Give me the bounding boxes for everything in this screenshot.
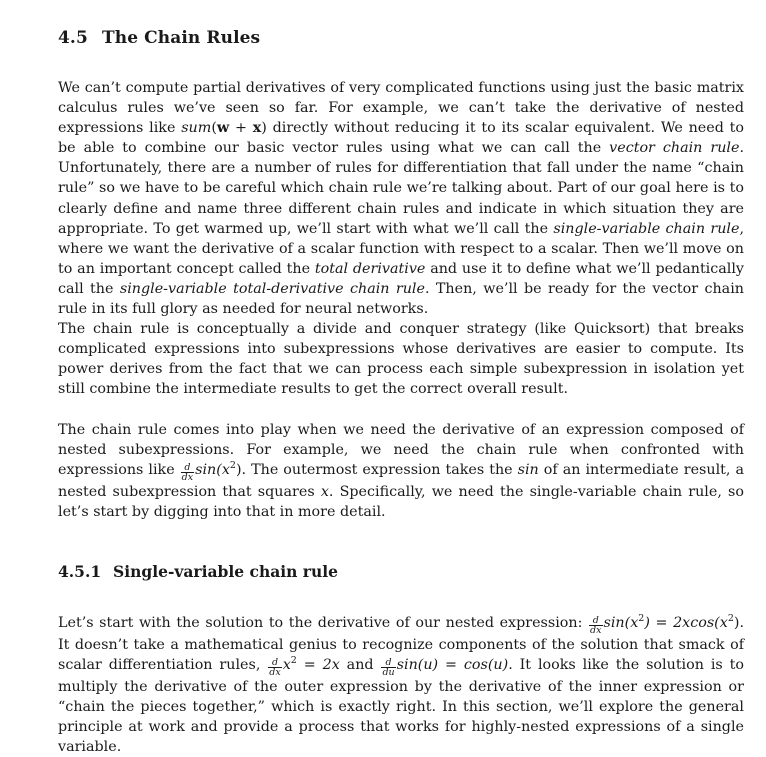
math-expression: sin(x <box>603 615 639 631</box>
math-fraction <box>381 658 395 677</box>
text-run: The chain rule comes into play when we need the derivative of an expression composed of nested subexpressions. For example, we need the chain rule when confronted with expressions like <box>58 422 744 479</box>
text-run: and <box>339 657 381 674</box>
math-paren: ). <box>733 615 744 631</box>
math-paren: ) <box>261 120 267 137</box>
math-variable-x: x <box>320 484 329 501</box>
section-heading <box>58 28 260 48</box>
math-expression: sin(u) = cos(u) <box>396 657 509 674</box>
term-single-variable-chain-rule: single-variable chain rule <box>553 220 740 237</box>
fraction-numerator: d <box>181 463 194 473</box>
math-vector-w: w <box>216 120 230 137</box>
text-run: It doesn’t take a mathematical genius to recognize components of the solution that smack of scalar differentiation rules, <box>58 637 744 674</box>
subsection-title: Single-variable chain rule <box>113 562 338 581</box>
fraction-numerator: d <box>381 658 395 668</box>
text-run: and use it to define what we’ll pedantically call the <box>58 260 745 297</box>
fraction-denominator: du <box>382 667 395 679</box>
section-title: The Chain Rules <box>102 28 261 48</box>
paragraph-solution <box>58 613 744 757</box>
subsection-number: 4.5.1 <box>58 562 102 581</box>
term-total-derivative: total derivative <box>314 260 426 277</box>
text-run: We can’t compute partial derivatives of very complicated functions using just the basic matrix calculus rules we’ve seen so far. For example, we can’t take the derivative of nested expressions like <box>58 80 744 137</box>
text-run: . Then, we’ll be ready for the vector chain rule in its full glory as needed for neural networks. <box>58 280 744 318</box>
paragraph-intro <box>58 78 744 319</box>
section-number: 4.5 <box>58 28 88 48</box>
math-exponent: 2 <box>229 460 236 472</box>
math-exponent: 2 <box>727 613 734 624</box>
math-expression: ) = 2xcos(x <box>644 615 728 631</box>
text-run: , where we want the derivative of a scalar function with respect to a scalar. Then we’ll move on to an important concept called the <box>58 220 744 277</box>
math-fraction <box>268 658 281 677</box>
text-run: of an intermediate result, a nested subexpression that squares <box>58 462 744 501</box>
text-run: . Specifically, we need the single-variable chain rule, so let’s start by digging into that in more detail. <box>58 484 744 521</box>
fraction-denominator: dx <box>181 472 194 484</box>
math-expression: sin(x <box>195 462 230 479</box>
text-run: . Unfortunately, there are a number of rules for differentiation that fall under the name “chain rule” so we have to be careful which chain rule we’re talking about. Part of our goal here is to clearly define and name three different chain rules and indicate in which situation they are appropriate. To get warmed up, we’ll start with what we’ll call the <box>58 140 745 237</box>
math-exponent: 2 <box>638 613 645 624</box>
paragraph-nested-expressions <box>58 420 744 522</box>
math-fraction <box>589 616 602 635</box>
math-paren: ( <box>211 120 217 137</box>
math-sum: sum <box>181 120 212 137</box>
fraction-denominator: dx <box>590 625 602 636</box>
text-run: directly without reducing it to its scalar equivalent. We need to be able to combine our basic vector rules using what we can call the <box>58 120 744 157</box>
math-plus: + <box>229 120 253 137</box>
text-run: . It looks like the solution is to multiply the derivative of the outer expression by the derivative of the inner expression or “chain the pieces together,” which is exactly right. In this section, we’ll explore the general principle at work and provide a process that works for highly-nested expressions of a single variable. <box>58 657 744 756</box>
term-vector-chain-rule: vector chain rule <box>609 140 740 157</box>
math-exponent: 2 <box>290 655 297 667</box>
math-expression: = 2x <box>296 657 340 674</box>
fraction-numerator: d <box>589 616 602 626</box>
math-paren: ). <box>235 462 247 479</box>
text-run: Let’s start with the solution to the derivative of our nested expression: <box>58 615 589 631</box>
math-variable-x: x <box>282 657 291 674</box>
math-fraction <box>181 463 194 482</box>
math-sin: sin <box>517 462 539 479</box>
paragraph-divide-conquer: The chain rule is conceptually a divide and conquer strategy (like Quicksort) that breaks complicated expressions into subexpressions whose derivatives are easier to compute. Its power derives from the fact that we can process each simple subexpression in isolation yet still combine the intermediate results to get the correct overall result. <box>58 321 744 398</box>
fraction-numerator: d <box>268 658 281 668</box>
term-total-derivative-chain-rule: single-variable total-derivative chain rule <box>119 280 425 297</box>
text-run: The outermost expression takes the <box>246 462 518 479</box>
subsection-heading <box>58 562 338 581</box>
fraction-denominator: dx <box>269 667 281 679</box>
math-vector-x: x <box>252 120 262 137</box>
